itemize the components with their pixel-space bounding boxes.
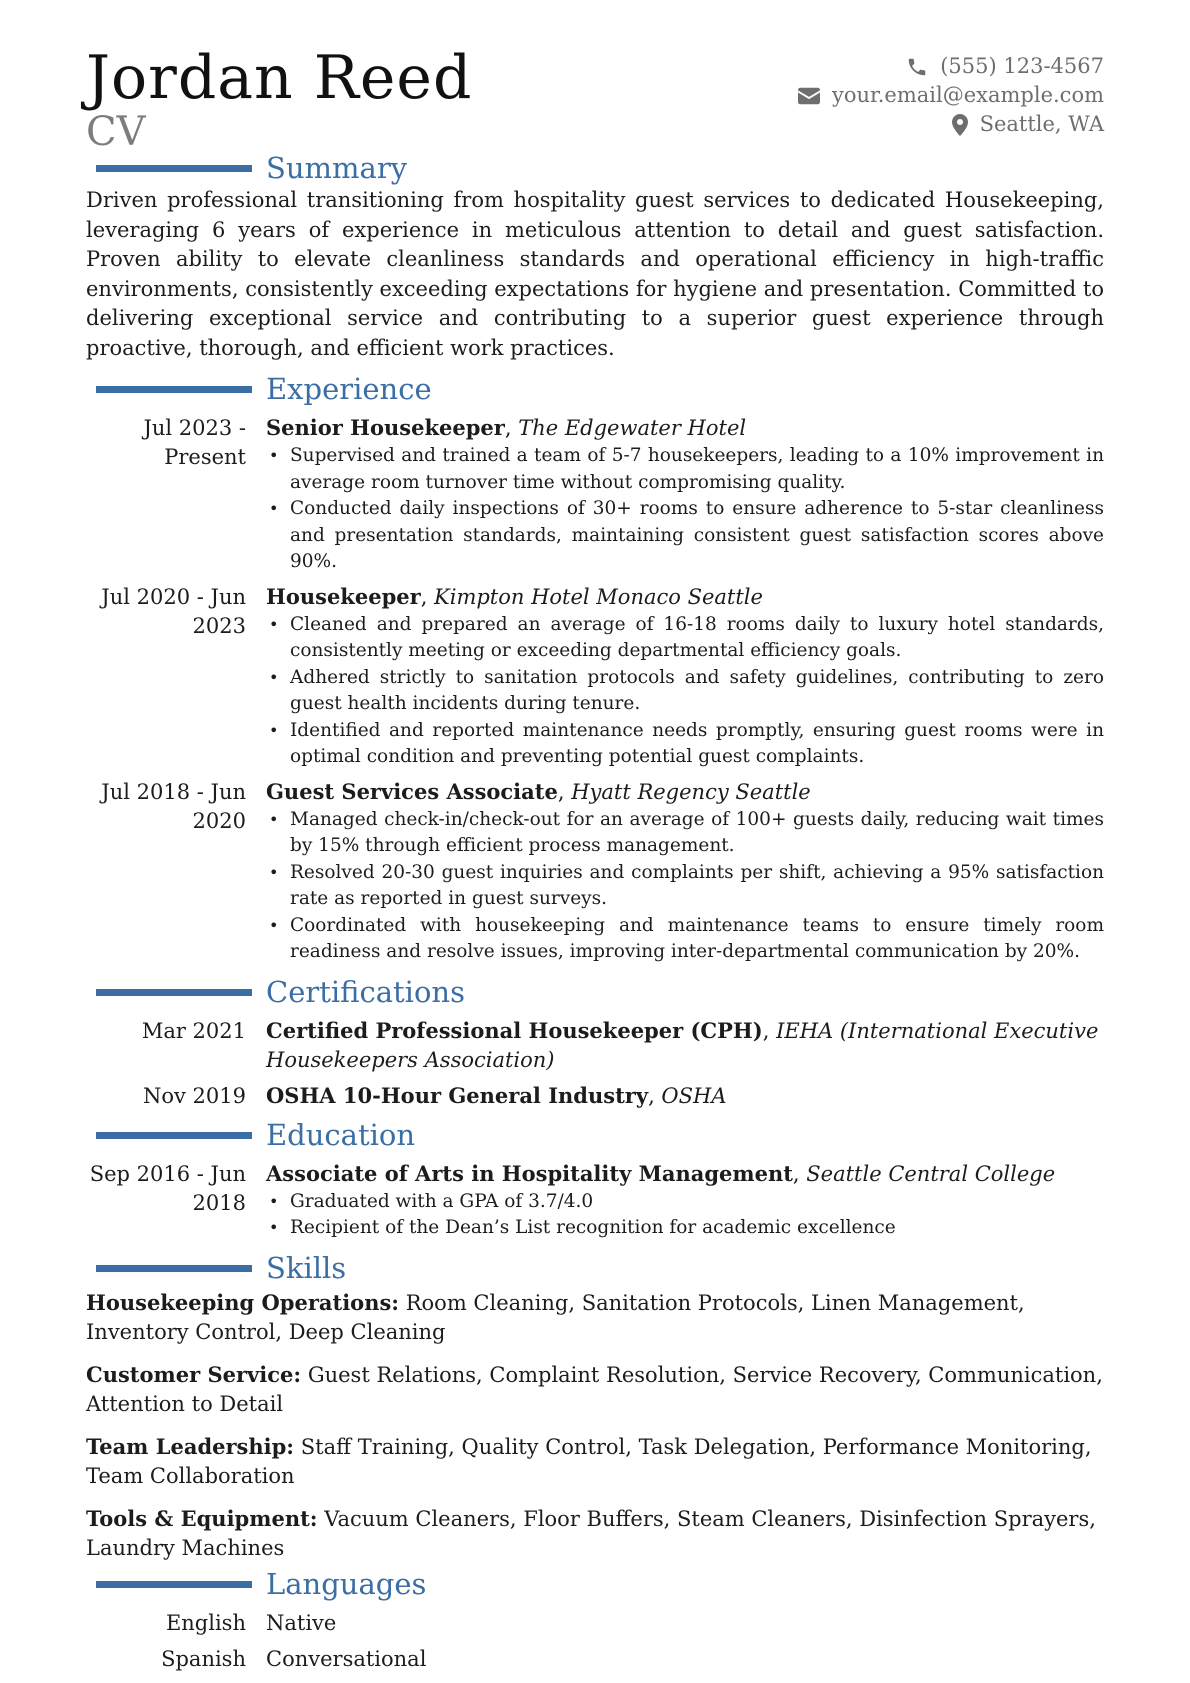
list-item: • Cleaned and prepared an average of 16-18 rooms daily to luxury hotel standards, consistently meeting or exceeding departmental efficiency goals. bbox=[266, 612, 1104, 665]
section-title-summary: Summary bbox=[266, 151, 408, 185]
entry-date: Mar 2021 bbox=[141, 1018, 246, 1043]
skill-items: Staff Training, Quality Control, Task Delegation, Performance Monitoring, Team Collaboration bbox=[86, 1434, 1092, 1488]
bullet-list bbox=[266, 807, 1104, 966]
language-level: Conversational bbox=[266, 1646, 427, 1671]
skill-category: Customer Service: bbox=[86, 1361, 302, 1387]
skill-row bbox=[86, 1432, 1104, 1492]
certifications-section-header bbox=[86, 974, 1104, 1010]
list-item: • Coordinated with housekeeping and maintenance teams to ensure timely room readiness and resolve issues, improving inter-departmental communication by 20%. bbox=[266, 913, 1104, 966]
experience-entry bbox=[86, 582, 1104, 771]
certifying-body: OSHA bbox=[661, 1083, 727, 1108]
summary-section-header bbox=[86, 150, 1104, 186]
experience-entry bbox=[86, 413, 1104, 576]
employer: The Edgewater Hotel bbox=[518, 416, 747, 440]
language-name: English bbox=[165, 1610, 246, 1635]
list-item: • Adhered strictly to sanitation protocols and safety guidelines, contributing to zero guest health incidents during tenure. bbox=[266, 665, 1104, 718]
list-item: • Conducted daily inspections of 30+ rooms to ensure adherence to 5-star cleanliness and presentation standards, maintaining consistent guest satisfaction scores above 90%. bbox=[266, 496, 1104, 576]
language-level: Native bbox=[266, 1610, 337, 1635]
employer: Kimpton Hotel Monaco Seattle bbox=[434, 584, 763, 609]
language-name: Spanish bbox=[161, 1646, 246, 1671]
languages-section-header bbox=[86, 1566, 1104, 1602]
school-name: Seattle Central College bbox=[806, 1161, 1056, 1186]
list-item: • Resolved 20-30 guest inquiries and complaints per shift, achieving a 95% satisfaction rate as reported in guest surveys. bbox=[266, 860, 1104, 913]
entry-date: Jul 2018 - Jun 2020 bbox=[101, 779, 246, 833]
section-title-certifications: Certifications bbox=[266, 974, 465, 1009]
section-title-experience: Experience bbox=[266, 372, 432, 406]
entry-date: Nov 2019 bbox=[142, 1083, 246, 1108]
map-marker-icon bbox=[952, 114, 968, 136]
skill-items: Room Cleaning, Sanitation Protocols, Linen Management, Inventory Control, Deep Cleaning bbox=[86, 1290, 1025, 1344]
list-item: • Identified and reported maintenance needs promptly, ensuring guest rooms were in optimal condition and preventing potential guest complaints. bbox=[266, 718, 1104, 771]
section-accent-bar bbox=[96, 165, 252, 172]
document-subtitle: CV bbox=[86, 109, 146, 155]
job-role: Housekeeper bbox=[266, 583, 421, 609]
section-accent-bar bbox=[96, 989, 252, 996]
skill-row bbox=[86, 1360, 1104, 1420]
certifying-body: IEHA (International Executive Housekeepers Association) bbox=[266, 1018, 1099, 1072]
list-item: • Supervised and trained a team of 5-7 housekeepers, leading to a 10% improvement in average room turnover time without compromising quality. bbox=[266, 443, 1104, 496]
section-accent-bar bbox=[96, 1581, 252, 1588]
list-item: • Managed check-in/check-out for an average of 100+ guests daily, reducing wait times by 15% through efficient process management. bbox=[266, 807, 1104, 860]
contact-phone bbox=[798, 52, 1104, 81]
certification-name: Certified Professional Housekeeper (CPH) bbox=[266, 1017, 763, 1043]
entry-title: Certified Professional Housekeeper (CPH), IEHA (International Executive Housekeepers Association) bbox=[266, 1017, 1099, 1072]
summary-text: Driven professional transitioning from hospitality guest services to dedicated Housekeeping, leveraging 6 years of experience in meticulous attention to detail and guest satisfaction. Proven ability to elevate cleanliness standards and operational efficiency in high-traffic environments, consistently exceeding expectations for hygiene and presentation. Committed to delivering exceptional service and contributing to a superior guest experience through proactive, thorough, and efficient work practices. bbox=[86, 188, 1104, 360]
list-item: • Graduated with a GPA of 3.7/4.0 bbox=[266, 1189, 1104, 1216]
phone-icon bbox=[906, 56, 928, 78]
section-accent-bar bbox=[96, 1132, 252, 1139]
cv-header bbox=[86, 0, 1104, 155]
entry-date: Sep 2016 - Jun 2018 bbox=[89, 1161, 246, 1215]
job-role: Senior Housekeeper bbox=[266, 415, 505, 440]
envelope-icon bbox=[798, 87, 820, 105]
section-title-skills: Skills bbox=[266, 1250, 347, 1285]
education-entry bbox=[86, 1159, 1104, 1242]
language-row bbox=[86, 1609, 1104, 1638]
bullet-list bbox=[266, 1189, 1104, 1242]
education-section-header bbox=[86, 1117, 1104, 1153]
entry-date: Jul 2023 - Present bbox=[143, 416, 246, 469]
section-title-education: Education bbox=[266, 1117, 416, 1152]
candidate-name: Jordan Reed bbox=[86, 43, 473, 113]
contact-email[interactable] bbox=[798, 81, 1104, 110]
skills-list bbox=[86, 1288, 1104, 1564]
entry-title: Housekeeper, Kimpton Hotel Monaco Seattle bbox=[266, 583, 763, 609]
section-title-languages: Languages bbox=[266, 1566, 427, 1601]
entry-title: OSHA 10-Hour General Industry, OSHA bbox=[266, 1082, 727, 1108]
entry-title: Associate of Arts in Hospitality Management, Seattle Central College bbox=[266, 1160, 1056, 1186]
experience-section-header bbox=[86, 371, 1104, 407]
bullet-list bbox=[266, 443, 1104, 576]
entry-date: Jul 2020 - Jun 2023 bbox=[101, 584, 246, 638]
contact-block bbox=[798, 52, 1104, 139]
bullet-list bbox=[266, 612, 1104, 771]
degree-name: Associate of Arts in Hospitality Management bbox=[266, 1160, 793, 1186]
certification-name: OSHA 10-Hour General Industry bbox=[266, 1082, 649, 1108]
skill-row bbox=[86, 1288, 1104, 1348]
location-text: Seattle, WA bbox=[979, 112, 1104, 136]
skills-section-header bbox=[86, 1250, 1104, 1286]
contact-location bbox=[798, 110, 1104, 139]
experience-entry bbox=[86, 777, 1104, 966]
phone-text: (555) 123-4567 bbox=[940, 54, 1104, 78]
entry-title: Senior Housekeeper, The Edgewater Hotel bbox=[266, 415, 747, 440]
employer: Hyatt Regency Seattle bbox=[571, 779, 811, 804]
skill-category: Tools & Equipment: bbox=[86, 1505, 318, 1531]
email-text: your.email@example.com bbox=[831, 83, 1104, 107]
skill-items: Vacuum Cleaners, Floor Buffers, Steam Cleaners, Disinfection Sprayers, Laundry Machines bbox=[86, 1506, 1096, 1560]
entry-title: Guest Services Associate, Hyatt Regency Seattle bbox=[266, 778, 811, 804]
skill-items: Guest Relations, Complaint Resolution, Service Recovery, Communication, Attention to Detail bbox=[86, 1362, 1103, 1416]
skill-category: Team Leadership: bbox=[86, 1433, 295, 1459]
skill-row bbox=[86, 1504, 1104, 1564]
certification-entry bbox=[86, 1081, 1104, 1111]
language-row bbox=[86, 1645, 1104, 1674]
skill-category: Housekeeping Operations: bbox=[86, 1289, 400, 1315]
certification-entry bbox=[86, 1016, 1104, 1075]
section-accent-bar bbox=[96, 386, 252, 393]
list-item: • Recipient of the Dean’s List recognition for academic excellence bbox=[266, 1215, 1104, 1242]
section-accent-bar bbox=[96, 1265, 252, 1272]
job-role: Guest Services Associate bbox=[266, 778, 558, 804]
